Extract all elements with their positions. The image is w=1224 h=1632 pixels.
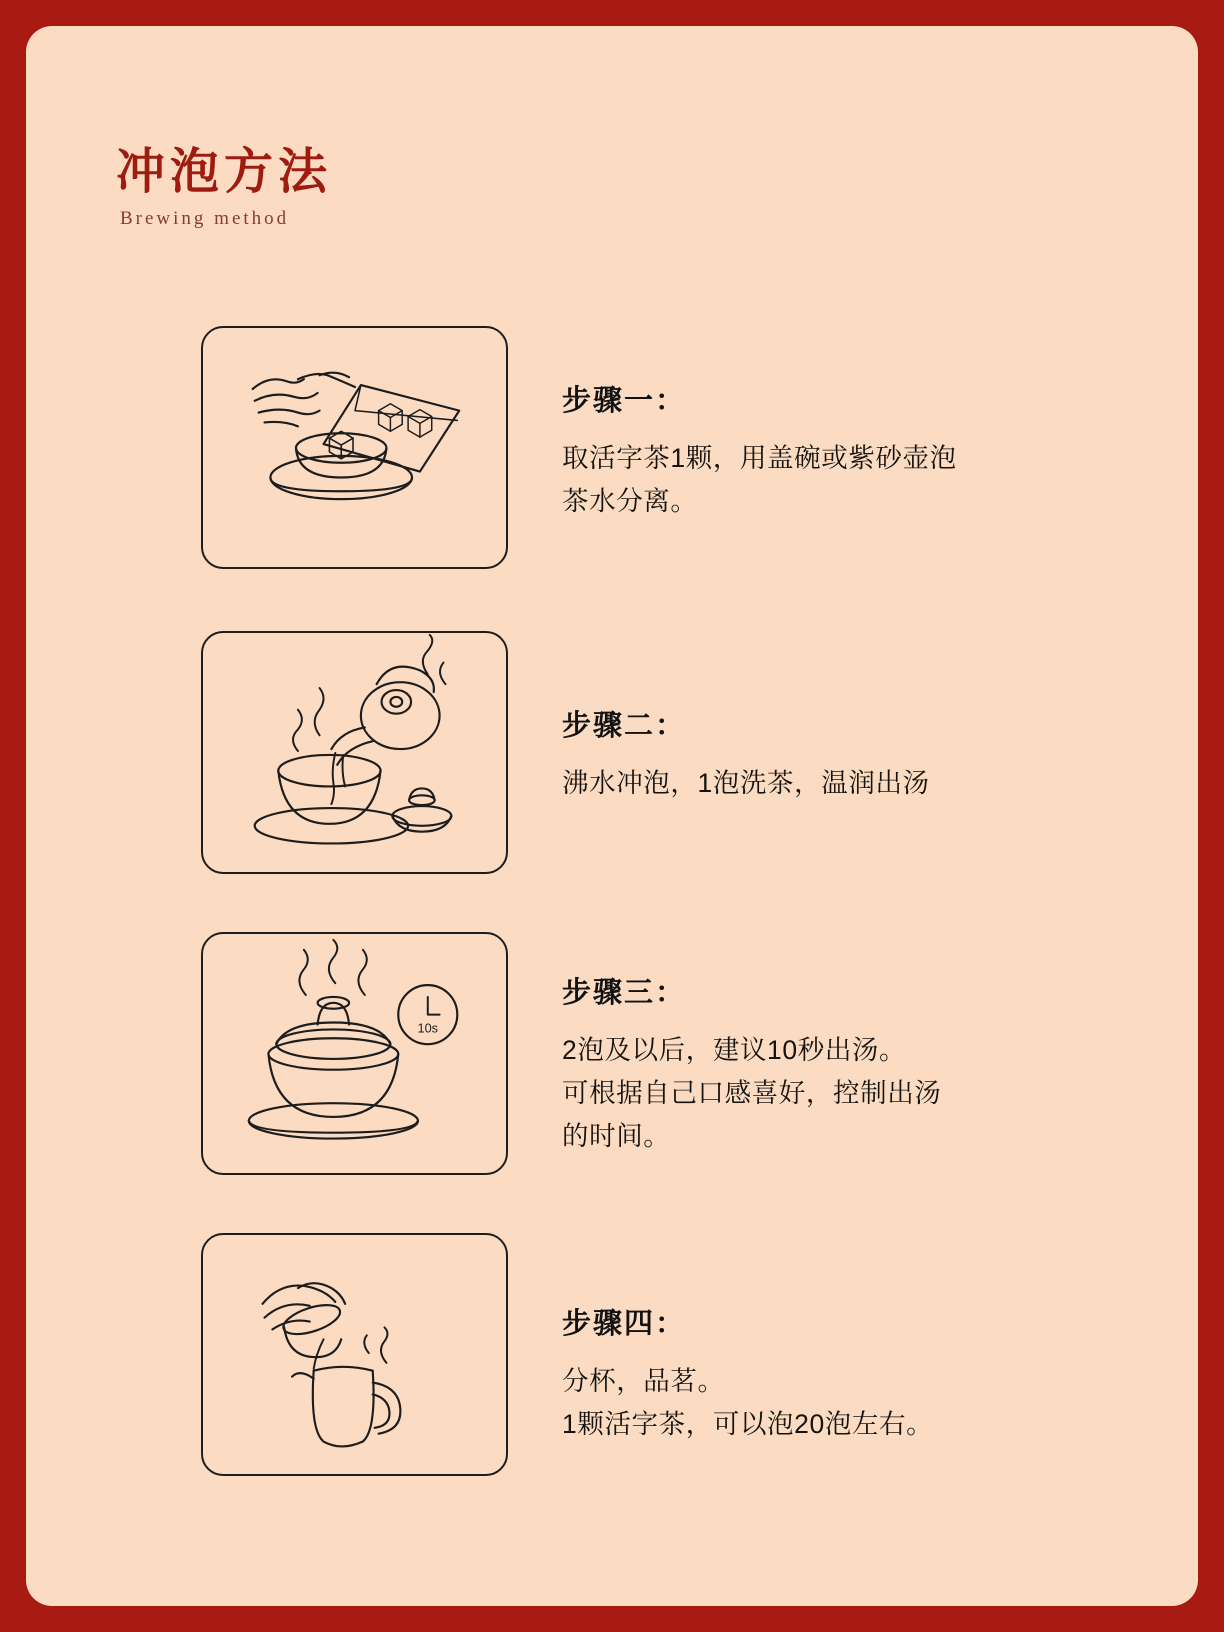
step-3-illustration [201,932,508,1175]
step-1-line-1: 取活字茶1颗，用盖碗或紫砂壶泡 [562,443,957,473]
step-1-illustration [201,326,508,569]
step-3-line-1: 2泡及以后，建议10秒出汤。 [562,1035,907,1065]
steps-list [26,326,1198,1534]
step-4-body [562,1360,933,1446]
list-item [26,932,1198,1175]
step-4-line-2: 1颗活字茶，可以泡20泡左右。 [562,1408,934,1439]
poster-card [26,26,1198,1606]
step-1-line-2: 茶水分离。 [562,485,698,516]
step-1-label: 步骤一： [562,385,687,417]
step-2-body [562,762,930,805]
step-2-label: 步骤二： [562,710,687,742]
step-3-label: 步骤三： [562,977,687,1009]
step-2-text [562,631,930,805]
list-item [26,1233,1198,1476]
timer-label: 10s [417,1020,439,1036]
step-4-text [562,1233,933,1446]
step-2-line-1: 沸水冲泡，1泡洗茶，温润出汤 [562,768,930,798]
step-1-text [562,326,957,523]
page-header [116,144,332,230]
step-3-line-3: 的时间。 [562,1120,671,1151]
list-item [26,326,1198,569]
page-title: 冲泡方法 [116,144,333,199]
step-3-text [562,932,941,1158]
step-4-label: 步骤四： [562,1308,687,1340]
step-1-body [562,437,957,523]
list-item [26,631,1198,874]
step-3-line-2: 可根据自己口感喜好，控制出汤 [562,1077,942,1108]
page-subtitle: Brewing method [120,208,290,230]
step-3-body [562,1029,941,1158]
step-4-line-1: 分杯，品茗。 [562,1366,725,1396]
step-2-illustration [201,631,508,874]
step-4-illustration [201,1233,508,1476]
